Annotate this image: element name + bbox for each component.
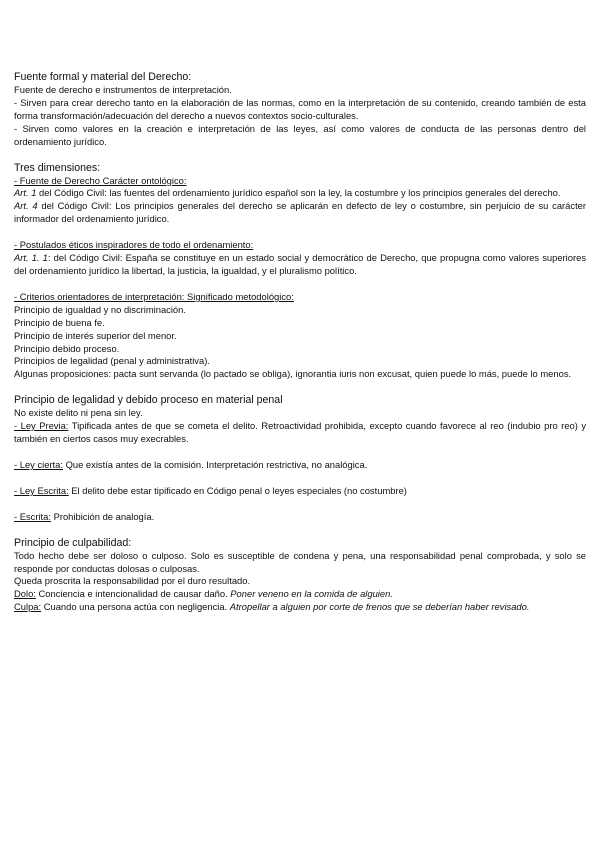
ley-item — [14, 485, 586, 498]
ley-item — [14, 511, 586, 524]
section-title-culpabilidad: Principio de culpabilidad: — [14, 536, 132, 549]
article-paragraph — [14, 252, 586, 278]
definition-example: Atropellar a alguien por corte de frenos que se deberían haber revisado. — [229, 601, 530, 613]
article-text: : del Código Civil: España se constituye en un estado social y democrático de Derecho, que propugna como valores superiores del ordenamiento jurídico la libertad, la justicia, la igualdad, y el pluralismo político. — [14, 252, 587, 276]
paragraph: Fuente de derecho e instrumentos de interpretación. — [14, 84, 232, 95]
paragraph-proposiciones: Algunas proposiciones: pacta sunt servanda (lo pactado se obliga), ignorantia iuris non excusat, quien puede lo más, puede lo menos. — [14, 368, 572, 380]
definition-item — [14, 588, 586, 601]
paragraph: Todo hecho debe ser doloso o culposo. Solo es susceptible de condena y pena, una responsabilidad penal comprobada, y solo se responde por conductas dolosas o culposas. — [14, 549, 586, 574]
section-title-legalidad: Principio de legalidad y debido proceso en material penal — [14, 394, 283, 407]
ley-item — [14, 459, 586, 472]
article-text: del Código Civil: Los principios generales del derecho se aplicarán en defecto de ley o costumbre, sin perjuicio de su carácter informador del ordenamiento jurídico. — [14, 200, 587, 225]
definition-text: Conciencia e intencionalidad de causar daño. — [35, 588, 231, 600]
section-title-fuente: Fuente formal y material del Derecho: — [14, 71, 192, 83]
bullet-item: - Sirven para crear derecho tanto en la elaboración de las normas, como en la interpretación de su contenido, creando también de esta forma transformación/adecuación del derecho a nuevos contextos socio-culturales. — [14, 96, 586, 121]
principle-item: Principio de igualdad y no discriminación. — [14, 303, 186, 315]
principle-item: Principio de buena fe. — [14, 316, 105, 328]
ley-label: - Escrita: — [14, 510, 51, 522]
subheading-criterios: - Criterios orientadores de interpretación: Significado metodológico: — [14, 290, 294, 302]
principle-item: Principios de legalidad (penal y administrativa). — [14, 355, 210, 367]
paragraph: No existe delito ni pena sin ley. — [14, 407, 143, 419]
paragraph: Queda proscrita la responsabilidad por el duro resultado. — [14, 575, 251, 587]
section-title-dimensiones: Tres dimensiones: — [14, 161, 101, 174]
ley-text: Tipificada antes de que se cometa el delito. Retroactividad prohibida, excepto cuando favorece al reo (indubio pro reo) y también en ciertos casos muy execrables. — [14, 420, 587, 445]
principle-item: Principio de interés superior del menor. — [14, 329, 177, 341]
article-label: Art. 4 — [14, 200, 38, 212]
subheading-postulados: - Postulados éticos inspiradores de todo el ordenamiento: — [14, 239, 254, 251]
subheading-fuente: - Fuente de Derecho Carácter ontológico: — [14, 174, 187, 186]
definition-example: Poner veneno en la comida de alguien. — [230, 588, 393, 600]
article-text: del Código Civil: las fuentes del ordenamiento jurídico español son la ley, la costumbre y los principios generales del derecho. — [36, 187, 561, 199]
ley-text: Que existía antes de la comisión. Interpretación restrictiva, no analógica. — [62, 458, 368, 470]
definition-label: Dolo: — [14, 588, 36, 600]
ley-label: - Ley cierta: — [14, 458, 63, 470]
ley-label: - Ley Escrita: — [14, 484, 69, 496]
article-label: Art. 1 — [14, 187, 37, 199]
ley-item — [14, 420, 586, 446]
ley-label: - Ley Previa: — [14, 420, 69, 432]
bullet-item: - Sirven como valores en la creación e interpretación de las leyes, así como valores de conducta de las personas dentro del ordenamiento jurídico. — [14, 122, 586, 147]
ley-text: Prohibición de analogía. — [50, 510, 155, 522]
article-paragraph — [14, 187, 586, 200]
article-paragraph — [14, 200, 586, 226]
definition-text: Cuando una persona actúa con negligencia. — [41, 601, 230, 613]
ley-text: El delito debe estar tipificado en Código penal o leyes especiales (no costumbre) — [68, 484, 407, 496]
definition-label: Culpa: — [14, 601, 42, 613]
article-label: Art. 1. 1 — [14, 252, 48, 264]
definition-item — [14, 601, 586, 614]
principle-item: Principio debido proceso. — [14, 342, 120, 354]
document-page — [14, 71, 586, 614]
